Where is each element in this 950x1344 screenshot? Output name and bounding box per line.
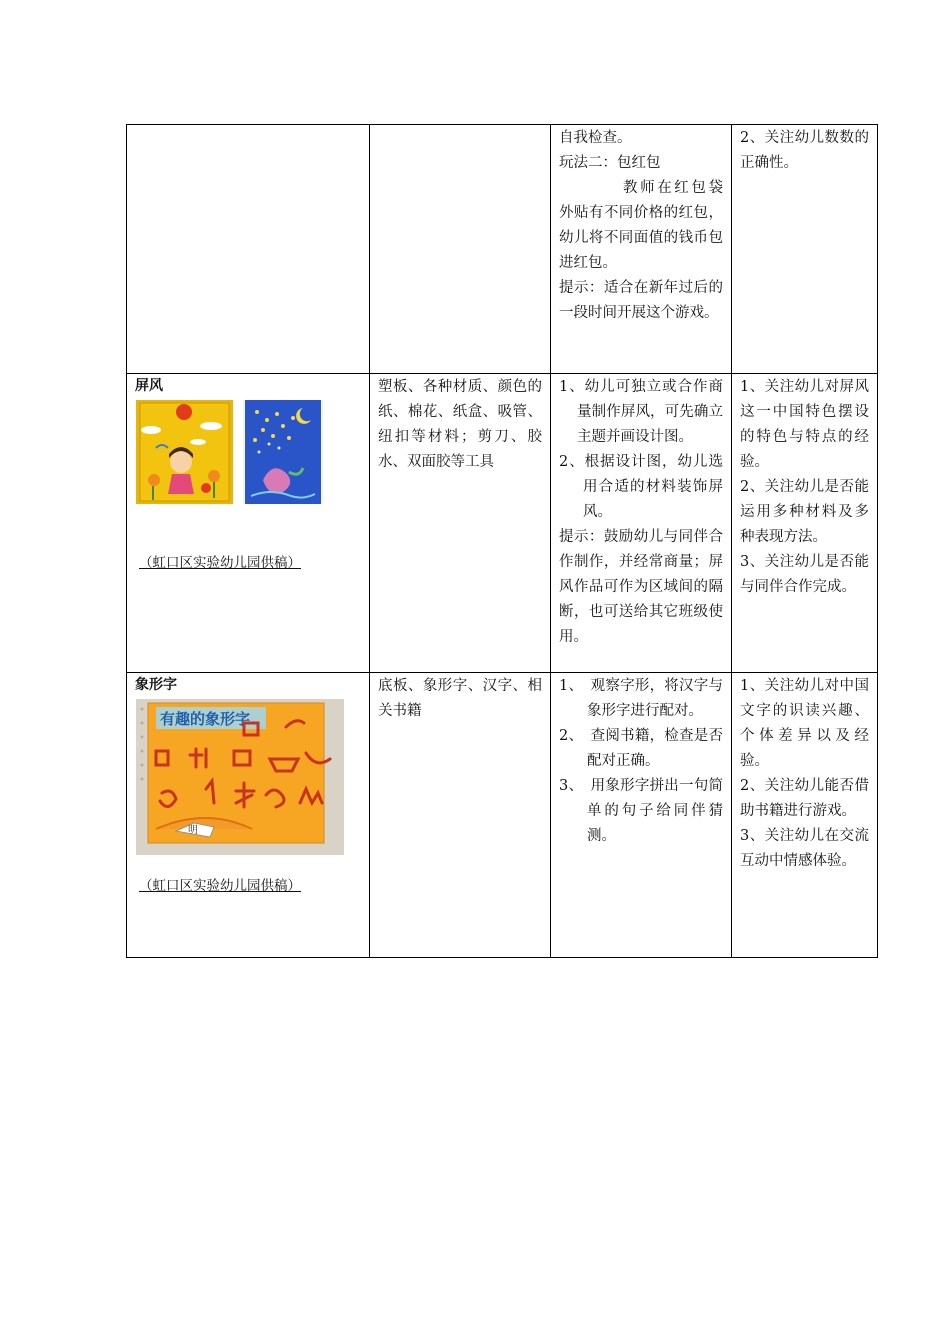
activity-table: [126, 124, 878, 958]
table-row: [127, 374, 878, 673]
method-step: 1、 观察字形，将汉字与象形字进行配对。: [559, 678, 723, 719]
name-cell: [127, 673, 370, 958]
method-step: 3、 用象形字拼出一句简单的句子给同伴猜测。: [559, 778, 723, 844]
materials-text: 底板、象形字、汉字、相关书籍: [378, 678, 542, 719]
method-cell: [551, 673, 732, 958]
materials-cell: [370, 673, 551, 958]
method-line: 玩法二：包红包: [559, 155, 661, 171]
method-tip: 提示：适合在新年过后的一段时间开展这个游戏。: [559, 280, 723, 321]
name-cell: [127, 125, 370, 374]
method-step: 1、幼儿可独立或合作商量制作屏风，可先确立主题并画设计图。: [559, 379, 723, 445]
source-credit: （虹口区实验幼儿园供稿）: [139, 878, 301, 894]
materials-cell: [370, 125, 551, 374]
focus-cell: [732, 673, 878, 958]
method-cell: [551, 125, 732, 374]
method-step: 2、 查阅书籍，检查是否配对正确。: [559, 728, 723, 769]
activity-name: 屏风: [135, 378, 163, 394]
name-cell: [127, 374, 370, 673]
table-row: [127, 125, 878, 374]
method-line: 自我检查。: [559, 130, 632, 146]
source-credit: （虹口区实验幼儿园供稿）: [139, 555, 301, 571]
card-label: 明: [188, 825, 198, 836]
board-title: 有趣的象形字: [160, 710, 251, 728]
focus-line: 1、关注幼儿对屏风这一中国特色摆设的特色与特点的经验。: [740, 379, 869, 470]
focus-line: 2、关注幼儿能否借助书籍进行游戏。: [740, 778, 869, 819]
activity-name: 象形字: [135, 677, 177, 693]
pictograph-board-photo: [136, 699, 344, 855]
focus-line: 3、关注幼儿是否能与同伴合作完成。: [740, 554, 869, 595]
method-line: 教师在红包袋外贴有不同价格的红包，幼儿将不同面值的钱币包进红包。: [559, 180, 723, 271]
focus-line: 2、关注幼儿数数的正确性。: [740, 130, 869, 171]
screen-photo-yellow: [136, 400, 233, 504]
materials-text: 塑板、各种材质、颜色的纸、棉花、纸盒、吸管、纽扣等材料；剪刀、胶水、双面胶等工具: [378, 379, 542, 470]
focus-line: 2、关注幼儿是否能运用多种材料及多种表现方法。: [740, 479, 869, 545]
focus-cell: [732, 374, 878, 673]
materials-cell: [370, 374, 551, 673]
screen-photo-blue: [243, 400, 323, 504]
table-row: [127, 673, 878, 958]
focus-line: 3、关注幼儿在交流互动中情感体验。: [740, 828, 869, 869]
method-cell: [551, 374, 732, 673]
method-tip: 提示：鼓励幼儿与同伴合作制作，并经常商量；屏风作品可作为区域间的隔断，也可送给其它班级使用。: [559, 529, 723, 645]
method-step: 2、根据设计图，幼儿选用合适的材料装饰屏风。: [559, 454, 723, 520]
focus-cell: [732, 125, 878, 374]
focus-line: 1、关注幼儿对中国文字的识读兴趣、个体差异以及经验。: [740, 678, 869, 769]
